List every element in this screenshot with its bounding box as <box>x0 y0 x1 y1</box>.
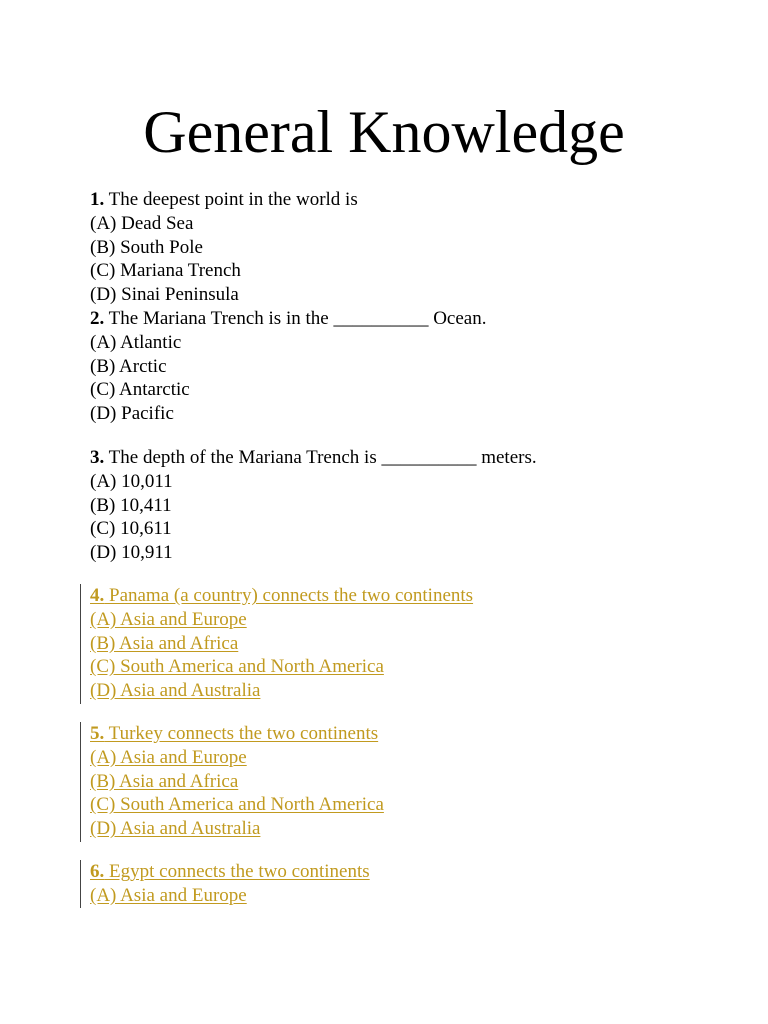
question-text: Egypt connects the two continents <box>104 861 370 882</box>
option-a: (A) Dead Sea <box>90 212 194 234</box>
option-a: (A) Asia and Europe <box>90 608 247 630</box>
question-5 <box>90 722 384 746</box>
question-block-1-2 <box>90 188 486 426</box>
question-text: Panama (a country) connects the two continents <box>104 585 474 606</box>
question-1 <box>90 188 486 212</box>
option-b: (B) 10,411 <box>90 494 172 516</box>
option-a: (A) 10,011 <box>90 470 173 492</box>
question-number: 3. <box>90 447 105 468</box>
question-number: 1. <box>90 189 105 210</box>
question-block-4 <box>90 584 473 703</box>
change-bar <box>80 722 81 842</box>
option-c: (C) Mariana Trench <box>90 260 241 282</box>
option-b: (B) South Pole <box>90 236 203 258</box>
option-a: (A) Asia and Europe <box>90 746 247 768</box>
document-title: General Knowledge <box>143 99 625 165</box>
option-d: (D) Asia and Australia <box>90 680 261 702</box>
question-number: 4. <box>90 585 105 606</box>
question-number: 6. <box>90 861 105 882</box>
question-2 <box>90 307 486 331</box>
question-block-3 <box>90 446 537 565</box>
question-4 <box>90 584 473 608</box>
option-c: (C) Antarctic <box>90 379 190 401</box>
option-b: (B) Arctic <box>90 355 167 377</box>
question-6 <box>90 860 370 884</box>
question-text: Turkey connects the two continents <box>104 723 379 744</box>
option-d: (D) 10,911 <box>90 542 173 564</box>
question-text: The depth of the Mariana Trench is __________ meters. <box>104 447 537 468</box>
option-d: (D) Pacific <box>90 403 174 425</box>
option-c: (C) South America and North America <box>90 794 384 816</box>
option-c: (C) South America and North America <box>90 656 384 678</box>
question-text: The deepest point in the world is <box>104 189 358 210</box>
option-a: (A) Atlantic <box>90 331 182 353</box>
option-c: (C) 10,611 <box>90 518 172 540</box>
option-b: (B) Asia and Africa <box>90 770 239 792</box>
question-text: The Mariana Trench is in the __________ Ocean. <box>104 307 487 329</box>
option-d: (D) Sinai Peninsula <box>90 284 239 306</box>
question-3 <box>90 446 537 470</box>
question-block-6 <box>90 860 370 908</box>
option-a: (A) Asia and Europe <box>90 884 247 906</box>
change-bar <box>80 860 81 908</box>
option-d: (D) Asia and Australia <box>90 818 261 840</box>
question-number: 2. <box>90 307 105 329</box>
option-b: (B) Asia and Africa <box>90 632 239 654</box>
change-bar <box>80 584 81 704</box>
question-block-5 <box>90 722 384 841</box>
question-number: 5. <box>90 723 105 744</box>
